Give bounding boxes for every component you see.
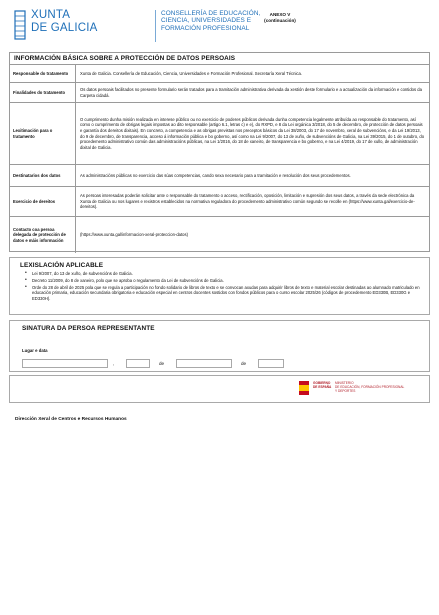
- row-value: As administracións públicas no exercicio das súas competencias, cando sexa necesario para a tramitación e resolución dos seus procedementos.: [80, 172, 351, 178]
- row-label: Contacto coa persoa delegada de protección de datos e máis información: [10, 217, 76, 253]
- spain-flag-icon: [299, 381, 309, 395]
- gov-line: DE ESPAÑA: [313, 384, 332, 389]
- ministry-label: [335, 382, 404, 393]
- data-protection-title: INFORMACIÓN BÁSICA SOBRE A PROTECCIÓN DE DATOS PERSOAIS: [10, 53, 429, 65]
- table-row: [10, 83, 429, 103]
- legislation-title: LEXISLACIÓN APLICABLE: [20, 262, 104, 269]
- row-label: Responsable do tratamento: [10, 65, 76, 82]
- ministry-logo: [295, 377, 413, 399]
- place-field[interactable]: [22, 359, 108, 368]
- row-value: Os datos persoais facilitados no presente formulario serán tratados para a tramitación administrativa derivada da xestión deste formulario e a actualización da información e contidos da Carpeta cidadá.: [80, 86, 422, 98]
- logo-line-2: DE GALICIA: [31, 21, 98, 34]
- row-value: As persoas interesadas poderán solicitar ante o responsable do tratamento o acceso, rectificación, oposición, limitación e supresión dos seus datos, a través da sede electrónica da Xunta de Galicia ou nos lugares e rexistros establecidos na normativa reguladora do procedemento administrativo común segundo se recolle en (https://www.xunta.gal/exercicio-de-dereitos).: [80, 193, 415, 210]
- department-line: CONSELLERÍA DE EDUCACIÓN,: [161, 10, 261, 17]
- signature-title: SINATURA DA PERSOA REPRESENTANTE: [22, 325, 155, 332]
- month-field[interactable]: [176, 359, 232, 368]
- table-row: [10, 187, 429, 217]
- place-date-label: Lugar e data: [22, 348, 48, 353]
- comma-separator: ,: [113, 361, 115, 366]
- row-value: O cumprimento dunha misión realizada en interese público ou no exercicio de poderes públicos derivada dunha competencia legalmente atribuída ao responsable do tratamento, así como o cumprimento de obrigas legais impostas ao dito responsable (artigo 6.1, letras c) e e), do RXPD, e 8 da Lei orgánica 3/2018, do 5 de decembro, de protección de datos persoais e garantía dos dereitos dixitais). En concreto, a competencia e as obrigas previstas nos preceptos básicos da Lei 38/2003, do 17 de novembro, xeral de subvencións, e da Lei 19/2013, do 9 de decembro, de transparencia, acceso á información pública e bo goberno, así como na Lei 9/2007, do 13 de xuño, de subvencións de Galicia, na Lei 39/2015, do 1 de outubro, do procedemento administrativo común das administracións públicas, na Lei 1/2016, do 18 de xaneiro, de transparencia e bo goberno, e na Lei 4/2019, do 17 de xullo, de administración dixital de Galicia.: [80, 116, 425, 150]
- government-label: [313, 382, 331, 390]
- header-divider: [155, 10, 156, 42]
- row-label: Lexitimación para o tratamento: [10, 103, 76, 164]
- year-field[interactable]: [258, 359, 284, 368]
- de-separator: de: [159, 361, 165, 366]
- day-field[interactable]: [126, 359, 150, 368]
- legislation-list: [24, 271, 424, 303]
- de-separator: de: [241, 361, 247, 366]
- annex-label: [235, 12, 325, 24]
- data-protection-table: [9, 52, 430, 252]
- xunta-logo-text: [31, 9, 98, 34]
- page-header: [13, 8, 427, 48]
- xunta-emblem-icon: [13, 10, 27, 40]
- ministry-line: MINISTERIO: [335, 381, 354, 385]
- row-value: Xunta de Galicia. Consellería de Educación, Ciencia, Universidades e Formación Profesional. Secretaría Xeral Técnica.: [80, 70, 302, 76]
- list-item: • Lei 9/2007, do 13 de xuño, de subvencións de Galicia.: [24, 271, 424, 277]
- privacy-info-link[interactable]: (https://www.xunta.gal/informacion-xeral-proteccion-datos): [80, 232, 188, 238]
- table-row: [10, 103, 429, 165]
- signature-box: [9, 320, 430, 372]
- annex-subtitle: (continuación): [264, 18, 296, 23]
- table-row: [10, 165, 429, 187]
- department-line: FORMACIÓN PROFESIONAL: [161, 24, 250, 32]
- gov-line: GOBIERNO: [313, 381, 331, 385]
- table-row: [10, 65, 429, 83]
- table-row: [10, 217, 429, 253]
- ministry-line: Y DEPORTES: [335, 388, 356, 393]
- row-label: Destinatarios dos datos: [10, 165, 76, 186]
- logo-line-1: XUNTA: [31, 9, 71, 21]
- list-item: • Decreto 11/2009, do 8 de xaneiro, polo que se aproba o regulamento da Lei de subvencións de Galicia.: [24, 278, 424, 284]
- row-label: Finalidades do tratamento: [10, 83, 76, 102]
- xunta-logo: [13, 8, 143, 44]
- department-line: CIENCIA, UNIVERSIDADES E: [161, 17, 252, 25]
- list-item: • Orde do 28 de abril de 2025 pola que se regula a participación no fondo solidario de libros de texto e se convocan axudas para adquirir libros de texto e material escolar destinadas ao alumnado matriculado en educación primaria, educación secundaria obrigatoria e educación especial en centros docentes sostidos con fondos públicos para o curso escolar 2025/26 (códigos de procedemento ED330B, ED330G e ED330H).: [24, 285, 424, 302]
- ministry-line: DE EDUCACIÓN, FORMACIÓN PROFESIONAL: [335, 384, 405, 389]
- annex-title: ANEXO V: [269, 12, 291, 17]
- legislation-box: [9, 257, 430, 315]
- directorate-name: Dirección Xeral de Centros e Recursos Humanos: [15, 417, 127, 422]
- row-label: Exercicio de dereitos: [10, 187, 76, 216]
